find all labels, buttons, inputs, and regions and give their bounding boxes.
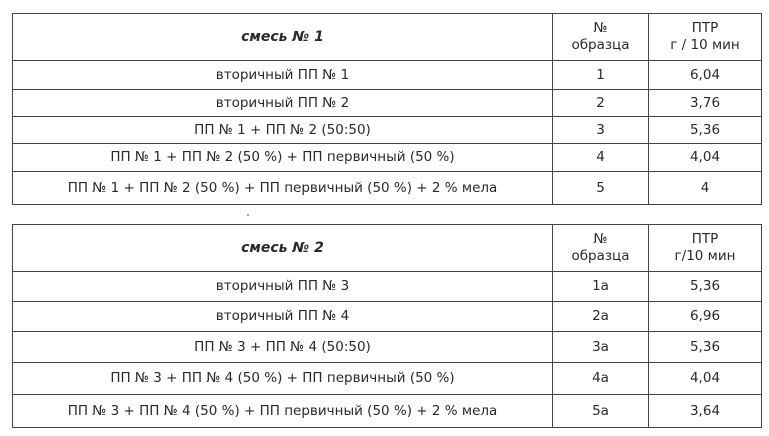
sample-number-cell: 3 (553, 117, 649, 144)
table-header-row (13, 225, 762, 272)
ptr-value-cell: 5,36 (649, 117, 762, 144)
composition-cell: ПП № 1 + ПП № 2 (50 %) + ПП первичный (50 %) + 2 % мела (13, 172, 553, 205)
sample-number-cell: 4а (553, 363, 649, 395)
table-row (13, 363, 762, 395)
sample-number-cell: 3а (553, 332, 649, 363)
ptr-value-cell: 4,04 (649, 144, 762, 172)
ptr-value-cell: 4 (649, 172, 762, 205)
sample-number-cell: 1а (553, 272, 649, 302)
table-row (13, 395, 762, 428)
mixture-title: смесь № 2 (13, 225, 553, 272)
sample-number-cell: 1 (553, 61, 649, 90)
mixture-title: смесь № 1 (13, 14, 553, 61)
table-row (13, 117, 762, 144)
composition-cell: вторичный ПП № 2 (13, 90, 553, 117)
ptr-header-text: ПТР г/10 мин (674, 231, 736, 264)
sample-number-cell: 5а (553, 395, 649, 428)
composition-cell: ПП № 3 + ПП № 4 (50:50) (13, 332, 553, 363)
sample-number-cell: 4 (553, 144, 649, 172)
composition-cell: вторичный ПП № 3 (13, 272, 553, 302)
sample-number-header-text: № образца (571, 231, 630, 264)
table-header-row (13, 14, 762, 61)
ptr-value-cell: 6,04 (649, 61, 762, 90)
sample-number-cell: 2а (553, 302, 649, 332)
table-row (13, 90, 762, 117)
ptr-header-text: ПТР г / 10 мин (670, 20, 740, 53)
sample-number-header-text: № образца (571, 20, 630, 53)
mixture-2-table (12, 224, 762, 428)
ptr-value-cell: 5,36 (649, 272, 762, 302)
ptr-value-cell: 4,04 (649, 363, 762, 395)
ptr-value-cell: 6,96 (649, 302, 762, 332)
composition-cell: ПП № 3 + ПП № 4 (50 %) + ПП первичный (50 %) (13, 363, 553, 395)
mixture-1-table (12, 13, 762, 205)
sample-number-cell: 5 (553, 172, 649, 205)
ptr-header (649, 14, 762, 61)
scan-speck (247, 214, 249, 216)
table-row (13, 272, 762, 302)
ptr-value-cell: 5,36 (649, 332, 762, 363)
ptr-header (649, 225, 762, 272)
table-row (13, 332, 762, 363)
sample-number-header (553, 14, 649, 61)
sample-number-cell: 2 (553, 90, 649, 117)
composition-cell: вторичный ПП № 1 (13, 61, 553, 90)
composition-cell: вторичный ПП № 4 (13, 302, 553, 332)
composition-cell: ПП № 1 + ПП № 2 (50:50) (13, 117, 553, 144)
table-row (13, 61, 762, 90)
sample-number-header (553, 225, 649, 272)
table-row (13, 144, 762, 172)
composition-cell: ПП № 1 + ПП № 2 (50 %) + ПП первичный (50 %) (13, 144, 553, 172)
table-row (13, 302, 762, 332)
ptr-value-cell: 3,64 (649, 395, 762, 428)
table-row (13, 172, 762, 205)
ptr-value-cell: 3,76 (649, 90, 762, 117)
composition-cell: ПП № 3 + ПП № 4 (50 %) + ПП первичный (50 %) + 2 % мела (13, 395, 553, 428)
